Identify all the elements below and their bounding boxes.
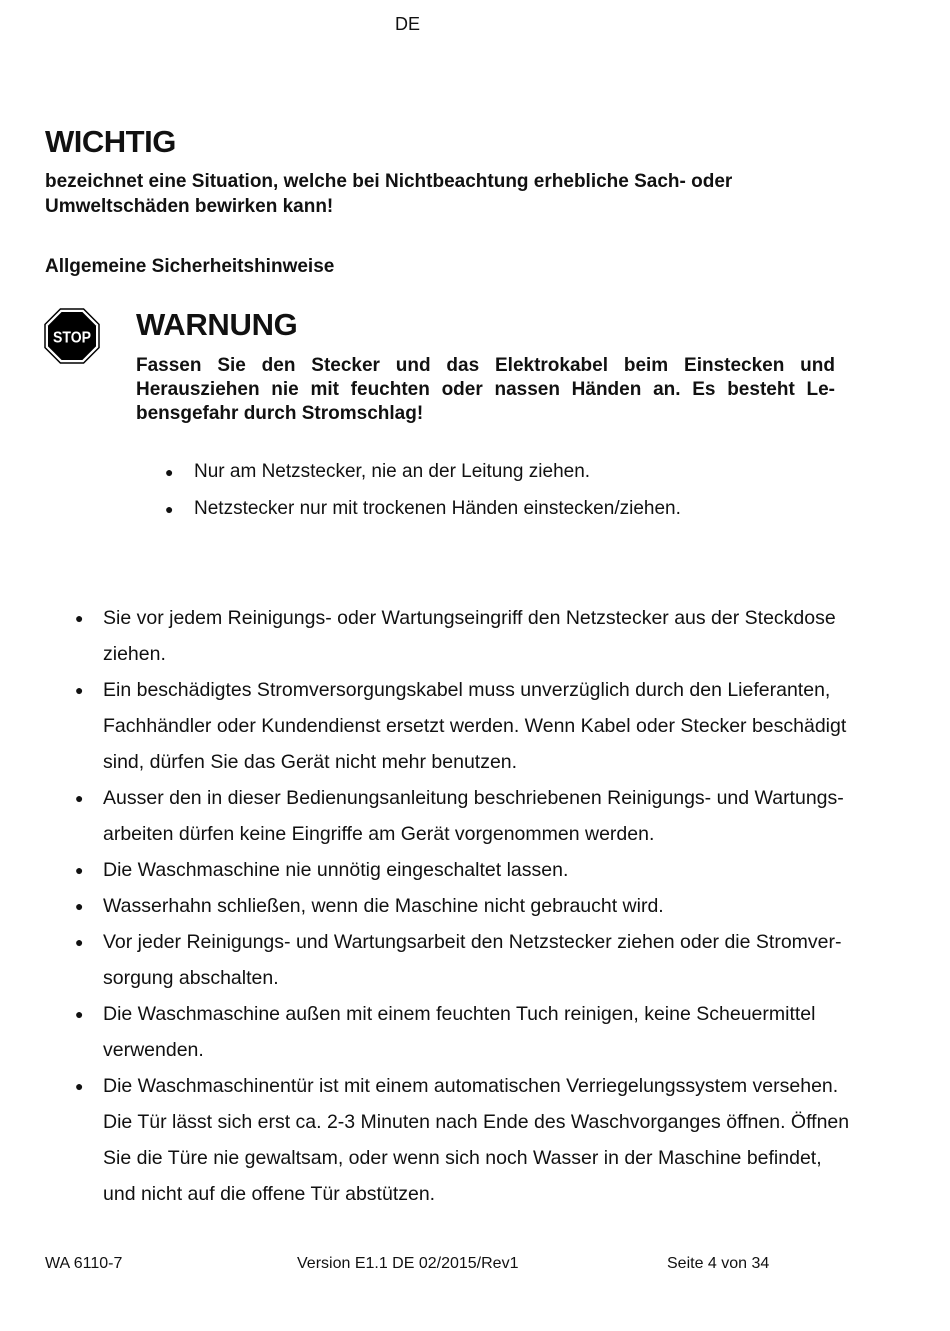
footer-page-number: Seite 4 von 34 [667, 1255, 770, 1272]
list-item [160, 460, 860, 484]
list-item [70, 672, 905, 780]
warnung-text-line: Fassen Sie den Stecker und das Elektrokabel beim Einstecken und [136, 355, 835, 376]
list-item-text: Netzstecker nur mit trockenen Händen einstecken/ziehen. [194, 498, 681, 519]
bullet-icon: ● [75, 682, 84, 698]
list-item [70, 1068, 905, 1212]
list-item-line: Wasserhahn schließen, wenn die Maschine nicht gebraucht wird. [103, 895, 664, 917]
warnung-list [160, 460, 860, 534]
warnung-title: WARNUNG [136, 307, 298, 342]
bullet-icon: ● [75, 862, 84, 878]
footer-version: Version E1.1 DE 02/2015/Rev1 [297, 1255, 519, 1272]
bullet-icon: ● [75, 934, 84, 950]
list-item-line: arbeiten dürfen keine Eingriffe am Gerät vorgenommen werden. [103, 823, 655, 845]
list-item-line: Die Waschmaschine nie unnötig eingeschaltet lassen. [103, 859, 569, 881]
list-item-line: Ausser den in dieser Bedienungsanleitung beschriebenen Reinigungs- und Wartungs- [103, 787, 844, 809]
list-item-text: Nur am Netzstecker, nie an der Leitung ziehen. [194, 461, 591, 482]
section-heading: Allgemeine Sicherheitshinweise [45, 256, 335, 277]
warnung-text-line: Herausziehen nie mit feuchten oder nassen Händen an. Es besteht Le- [136, 379, 835, 400]
list-item-line: Sie die Türe nie gewaltsam, oder wenn sich noch Wasser in der Maschine befindet, [103, 1147, 822, 1169]
bullet-icon: ● [75, 610, 84, 626]
wichtig-title: WICHTIG [45, 124, 176, 159]
list-item-line: Fachhändler oder Kundendienst ersetzt werden. Wenn Kabel oder Stecker beschädigt [103, 715, 847, 737]
stop-sign-label: STOP [53, 329, 92, 347]
list-item [70, 852, 905, 888]
list-item [70, 600, 905, 672]
list-item-line: und nicht auf die offene Tür abstützen. [103, 1183, 436, 1205]
footer-model: WA 6110-7 [45, 1255, 123, 1272]
list-item-line: Die Waschmaschine außen mit einem feuchten Tuch reinigen, keine Scheuermittel [103, 1003, 816, 1025]
wichtig-text-line: Umweltschäden bewirken kann! [45, 196, 334, 217]
safety-instructions-list [70, 600, 905, 1212]
bullet-icon: ● [75, 1006, 84, 1022]
list-item-line: Vor jeder Reinigungs- und Wartungsarbeit den Netzstecker ziehen oder die Stromver- [103, 931, 842, 953]
list-item-line: sorgung abschalten. [103, 967, 279, 989]
list-item [70, 888, 905, 924]
list-item-line: Die Waschmaschinentür ist mit einem automatischen Verriegelungssystem versehen. [103, 1075, 839, 1097]
wichtig-description [45, 169, 835, 219]
bullet-icon: ● [75, 790, 84, 806]
list-item [70, 996, 905, 1068]
list-item-line: Die Tür lässt sich erst ca. 2-3 Minuten nach Ende des Waschvorganges öffnen. Öffnen [103, 1111, 850, 1133]
stop-sign-icon [44, 308, 100, 364]
bullet-icon: ● [75, 1078, 84, 1094]
list-item [160, 497, 860, 521]
list-item [70, 924, 905, 996]
list-item-line: ziehen. [103, 643, 166, 665]
warnung-text-line: bensgefahr durch Stromschlag! [136, 403, 424, 424]
list-item-line: Sie vor jedem Reinigungs- oder Wartungseingriff den Netzstecker aus der Steckdose [103, 607, 836, 629]
bullet-icon: ● [165, 464, 174, 480]
warnung-description [136, 354, 835, 426]
list-item-line: sind, dürfen Sie das Gerät nicht mehr benutzen. [103, 751, 518, 773]
bullet-icon: ● [75, 898, 84, 914]
wichtig-text-line: bezeichnet eine Situation, welche bei Nichtbeachtung erhebliche Sach- oder [45, 171, 733, 192]
bullet-icon: ● [165, 501, 174, 517]
page-language-header: DE [394, 14, 420, 34]
list-item-line: verwenden. [103, 1039, 204, 1061]
list-item [70, 780, 905, 852]
list-item-line: Ein beschädigtes Stromversorgungskabel muss unverzüglich durch den Lieferanten, [103, 679, 831, 701]
